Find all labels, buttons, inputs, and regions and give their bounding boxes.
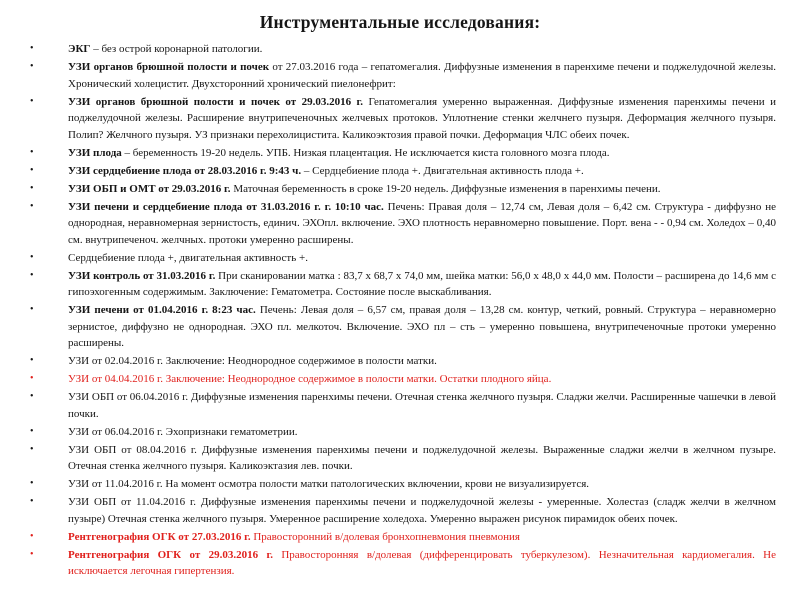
list-item [24,41,776,58]
list-item [24,250,776,267]
finding-lead: УЗИ печени от 01.04.2016 г. 8:23 час. [68,304,256,316]
bullet-icon: • [30,496,34,507]
finding-lead: Рентгенография ОГК от 27.03.2016 г. [68,530,251,543]
bullet-icon: • [30,146,34,158]
finding-lead: УЗИ плода [68,146,122,159]
findings-list [24,41,776,580]
finding-text: УЗИ от 02.04.2016 г. Заключение: Неоднородное содержимое в полости матки. [68,355,437,367]
bullet-icon: • [30,478,34,489]
list-item [24,268,776,301]
bullet-icon: • [30,548,34,560]
finding-lead: Рентгенография ОГК от 29.03.2016 г. [68,548,273,561]
list-item [24,181,776,198]
finding-text: При сканировании матка : 83,7 х 68,7 х 74,0 мм, шейка матки: 56,0 х 48,0 х 44,0 мм. Полости – расширена до 14,6 мм с гипоэхогенным содержимым. Заключение: Гематометра. Состояние после выскабливания. [68,269,776,298]
finding-text: Сердцебиение плода +, двигательная активность +. [68,251,308,264]
list-item [24,302,776,352]
bullet-icon: • [30,530,34,542]
list-item [24,353,776,370]
list-item [24,442,776,475]
bullet-icon: • [30,355,34,366]
list-item [24,145,776,162]
bullet-icon: • [30,425,34,437]
finding-text: УЗИ от 04.04.2016 г. Заключение: Неоднородное содержимое в полости матки. Остатки плодного яйца. [68,373,552,385]
finding-lead: УЗИ сердцебиение плода от 28.03.2016 г. 9:43 ч. [68,164,302,177]
finding-text: УЗИ ОБП от 08.04.2016 г. Диффузные изменения паренхимы печени и поджелудочной железы. Выраженные сладжи желчи в желчном пузыре. Отечная стенка желчного пузыря. Каликоэктазия лев. почки. [68,443,776,472]
bullet-icon: • [30,391,34,402]
bullet-icon: • [30,43,34,54]
finding-lead: УЗИ ОБП и ОМТ от 29.03.2016 г. [68,182,231,195]
bullet-icon: • [30,164,34,176]
finding-text: Маточная беременность в сроке 19-20 недель. Диффузные изменения в паренхимы печени. [230,182,661,195]
bullet-icon: • [30,182,34,194]
finding-lead: УЗИ контроль от 31.03.2016 г. [68,269,216,282]
finding-lead: УЗИ органов брюшной полости и почек [68,61,270,73]
page-title: Инструментальные исследования: [259,12,541,32]
finding-text: – Сердцебиение плода +. Двигательная активность плода +. [301,164,584,177]
finding-text: Печень: Левая доля – 6,57 см, правая доля – 13,28 см. контур, четкий, ровный. Структура – неравномерно зернистое, диффузно не однородная. ЭХО пл. мелкоточ. Включение. ЭХО пл – сть – умеренно повышена, внутрипеченочные протоки умеренно расширены. [68,304,776,349]
bullet-icon: • [30,251,34,263]
finding-text: Гепатомегалия умеренно выраженная. Диффузные изменения паренхимы печени и поджелудочной железы. Расширение внутрипеченочных желчевых протоков. Уплотнение стенки желчнего пузыря. Деформация желчного пузыря. Полип? Желчного пузыря. УЗ признаки перехолицистита. Каликоэктозия правой почки. Деформация ЧЛС обеих почек. [68,95,776,141]
bullet-icon: • [30,61,34,72]
list-item [24,529,776,546]
bullet-icon: • [30,304,34,315]
finding-text: УЗИ от 11.04.2016 г. На момент осмотра полости матки патологических включении, крови не визуализируется. [68,478,590,490]
list-item [24,371,776,388]
list-item [24,199,776,249]
finding-text: Правосторонняя в/долевая (дифференцировать туберкулезом). Незначительная кардиомегалия. Не исключается легочная гипертензия. [68,548,777,577]
finding-text: – без острой коронарной патологии. [90,43,263,55]
finding-text: УЗИ ОБП от 11.04.2016 г. Диффузные изменения паренхимы печени и поджелудочной железы - умеренные. Холестаз (сладж желчи в желчном пузыре) Отечная стенка желчного пузыря. Умеренное расширение холедоха. Умеренно выражен рисунок пирамидок обеих почек. [68,496,776,525]
list-item [24,389,776,422]
finding-lead: УЗИ печени и сердцебиение плода от 31.03.2016 г. г. 10:10 час. [68,200,384,213]
list-item [24,494,776,527]
finding-lead: УЗИ органов брюшной полости и почек от 29.03.2016 г. [68,95,364,108]
list-item [24,59,776,92]
finding-lead: ЭКГ [68,43,91,55]
bullet-icon: • [30,373,34,384]
bullet-icon: • [30,95,34,107]
finding-text: – беременность 19-20 недель. УПБ. Низкая плацентация. Не исключается киста головного мозга плода. [121,146,610,159]
list-item [24,94,776,144]
finding-text: УЗИ ОБП от 06.04.2016 г. Диффузные изменения паренхимы печени. Отечная стенка желчного пузыря. Сладжи желчи. Расширенные чашечки в левой почки. [68,391,776,420]
finding-text: Печень: Правая доля – 12,74 см, Левая доля – 6,42 см. Структура - диффузно не однородная, неравномерная зернистость, единич. ЭХОпл. включение. ЭХО плотность неравномерно повышение. Порт. вена - - 0,94 см. Холедох – 0,40 см. внутрипеченоч. желчных. протоки умеренно расширены. [68,200,776,246]
list-item [24,547,776,580]
finding-text: УЗИ от 06.04.2016 г. Эхопризнаки гематометрии. [68,425,298,438]
bullet-icon: • [30,269,34,281]
bullet-icon: • [30,443,34,455]
bullet-icon: • [30,200,34,212]
finding-text: Правосторонний в/долевая бронхопневмония пневмония [250,530,520,543]
list-item [24,163,776,180]
list-item [24,476,776,493]
list-item [24,424,776,441]
finding-text: от 27.03.2016 года – гепатомегалия. Диффузные изменения в паренхиме печени и поджелудочной железы. Хронический холецистит. Двухсторонний хронический пиелонефрит: [68,61,776,90]
